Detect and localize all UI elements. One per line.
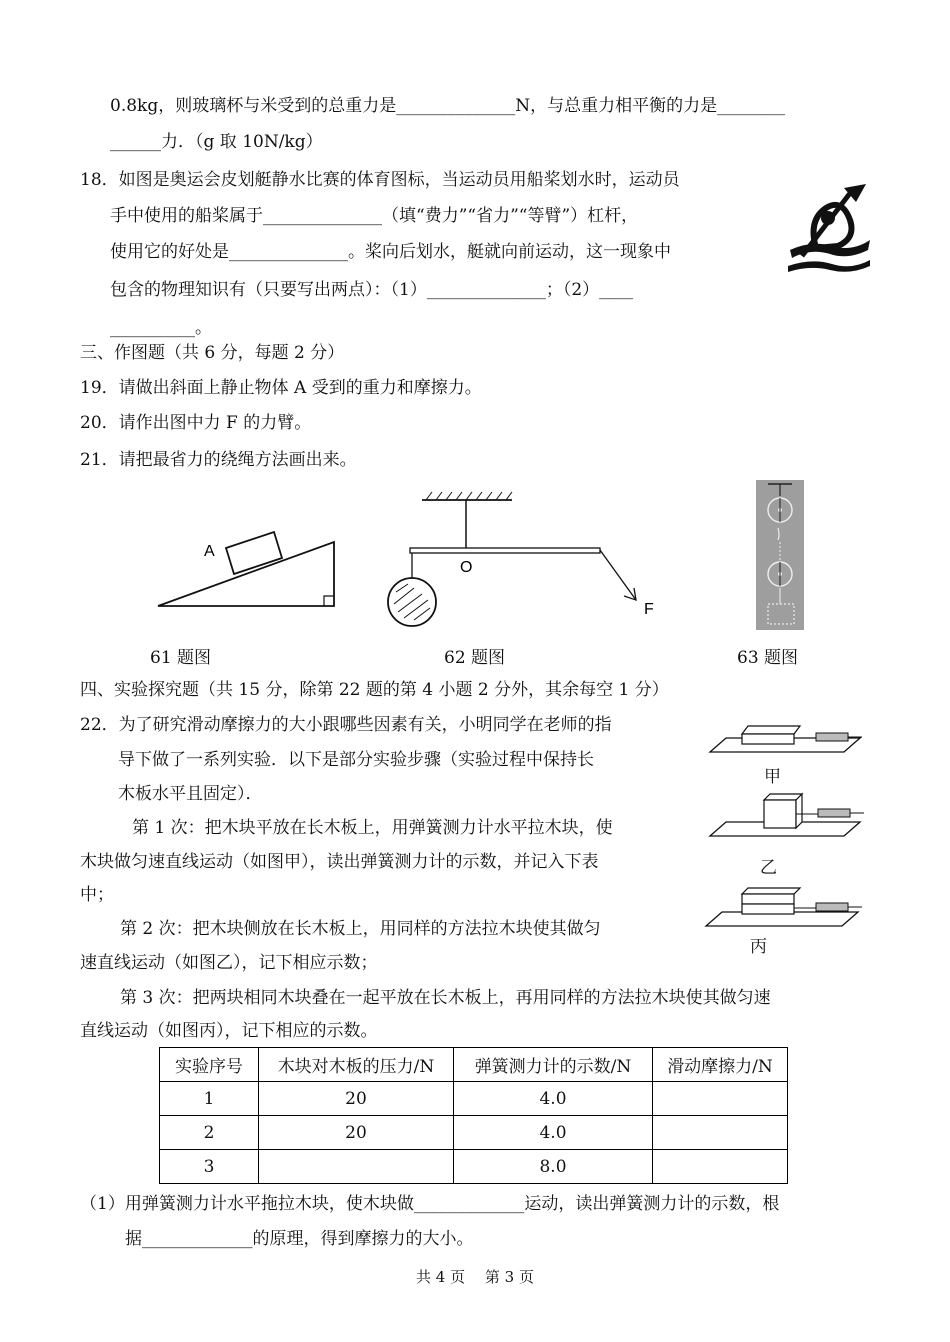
fig62-caption: 62 题图 — [444, 648, 506, 668]
table-header-cell: 弹簧测力计的示数/N — [454, 1048, 653, 1082]
q22-line2: 导下做了一系列实验．以下是部分实验步骤（实验过程中保持长 — [118, 750, 594, 770]
bing-label: 丙 — [750, 937, 767, 957]
force-f-label: F — [644, 601, 654, 618]
yi-label: 乙 — [760, 858, 777, 878]
fig61-caption: 61 题图 — [150, 648, 212, 668]
experiment-bing-figure — [704, 884, 864, 936]
q18-line3: 使用它的好处是______________。桨向后划水，艇就向前运动，这一现象中 — [110, 242, 671, 262]
experiment-jia-figure — [708, 712, 866, 764]
q18-line2: 手中使用的船桨属于______________（填“费力”“省力”“等臂”）杠杆， — [110, 206, 639, 226]
table-cell: 8.0 — [454, 1150, 653, 1184]
q22-line3: 木板水平且固定）． — [118, 784, 263, 804]
table-cell: 4.0 — [454, 1116, 653, 1150]
q22-sub1-line1: （1）用弹簧测力计水平拖拉木块，使木块做_____________运动，读出弹簧测力计的示数，根 — [80, 1194, 780, 1214]
q22-step1-line1: 第 1 次：把木块平放在长木板上，用弹簧测力计水平拉木块，使 — [132, 818, 613, 838]
table-cell[interactable] — [653, 1116, 788, 1150]
table-cell: 20 — [259, 1116, 454, 1150]
q22-step1-line2: 木块做匀速直线运动（如图甲），读出弹簧测力计的示数，并记入下表 — [80, 852, 599, 872]
table-cell: 3 — [160, 1150, 259, 1184]
table-row — [160, 1150, 788, 1184]
experiment-table — [159, 1047, 788, 1184]
q22-step2-line2: 速直线运动（如图乙），记下相应示数； — [80, 953, 378, 973]
kayak-pictogram-icon — [782, 180, 874, 280]
q21-text: 21．请把最省力的绕绳方法画出来。 — [80, 450, 357, 470]
section3-heading: 三、作图题（共 6 分，每题 2 分） — [80, 343, 345, 363]
lever-figure — [380, 488, 670, 638]
table-cell[interactable] — [653, 1150, 788, 1184]
q22-step3-line2: 直线运动（如图丙），记下相应的示数。 — [80, 1021, 378, 1041]
pulley-figure — [756, 480, 804, 630]
experiment-yi-figure — [708, 790, 866, 848]
q22-sub1-line2: 据_____________的原理，得到摩擦力的大小。 — [125, 1229, 474, 1249]
pivot-o-label: O — [460, 559, 473, 576]
page-footer: 共 4 页 第 3 页 — [416, 1268, 534, 1286]
table-header-cell: 滑动摩擦力/N — [653, 1048, 788, 1082]
q20-text: 20．请作出图中力 F 的力臂。 — [80, 413, 312, 433]
q18-line1: 18．如图是奥运会皮划艇静水比赛的体育图标，当运动员用船桨划水时，运动员 — [80, 170, 680, 190]
table-header-cell: 实验序号 — [160, 1048, 259, 1082]
section4-heading: 四、实验探究题（共 15 分，除第 22 题的第 4 小题 2 分外，其余每空 1 分） — [80, 680, 669, 700]
incline-figure — [150, 520, 350, 620]
table-cell[interactable] — [653, 1082, 788, 1116]
table-cell: 4.0 — [454, 1082, 653, 1116]
q19-text: 19．请做出斜面上静止物体 A 受到的重力和摩擦力。 — [80, 378, 482, 398]
table-header-row — [160, 1048, 788, 1082]
table-cell: 1 — [160, 1082, 259, 1116]
q22-step3-line1: 第 3 次：把两块相同木块叠在一起平放在长木板上，再用同样的方法拉木块使其做匀速 — [120, 988, 771, 1008]
q17-line1: 0.8kg，则玻璃杯与米受到的总重力是______________N，与总重力相平衡的力是________ — [110, 96, 786, 116]
table-row — [160, 1082, 788, 1116]
table-cell[interactable] — [259, 1150, 454, 1184]
q22-step2-line1: 第 2 次：把木块侧放在长木板上，用同样的方法拉木块使其做匀 — [120, 919, 601, 939]
q18-line4: 包含的物理知识有（只要写出两点）：（1）______________；（2）____ — [110, 280, 634, 300]
table-cell: 2 — [160, 1116, 259, 1150]
q22-step1-line3: 中； — [80, 885, 114, 905]
fig63-caption: 63 题图 — [737, 648, 799, 668]
q17-line2: ______力．（g 取 10N/kg） — [110, 132, 323, 152]
table-row — [160, 1116, 788, 1150]
table-header-cell: 木块对木板的压力/N — [259, 1048, 454, 1082]
jia-label: 甲 — [764, 767, 781, 787]
q22-line1: 22．为了研究滑动摩擦力的大小跟哪些因素有关，小明同学在老师的指 — [80, 715, 612, 735]
table-cell: 20 — [259, 1082, 454, 1116]
q18-line5: __________。 — [110, 318, 212, 338]
block-a-label: A — [204, 543, 215, 560]
